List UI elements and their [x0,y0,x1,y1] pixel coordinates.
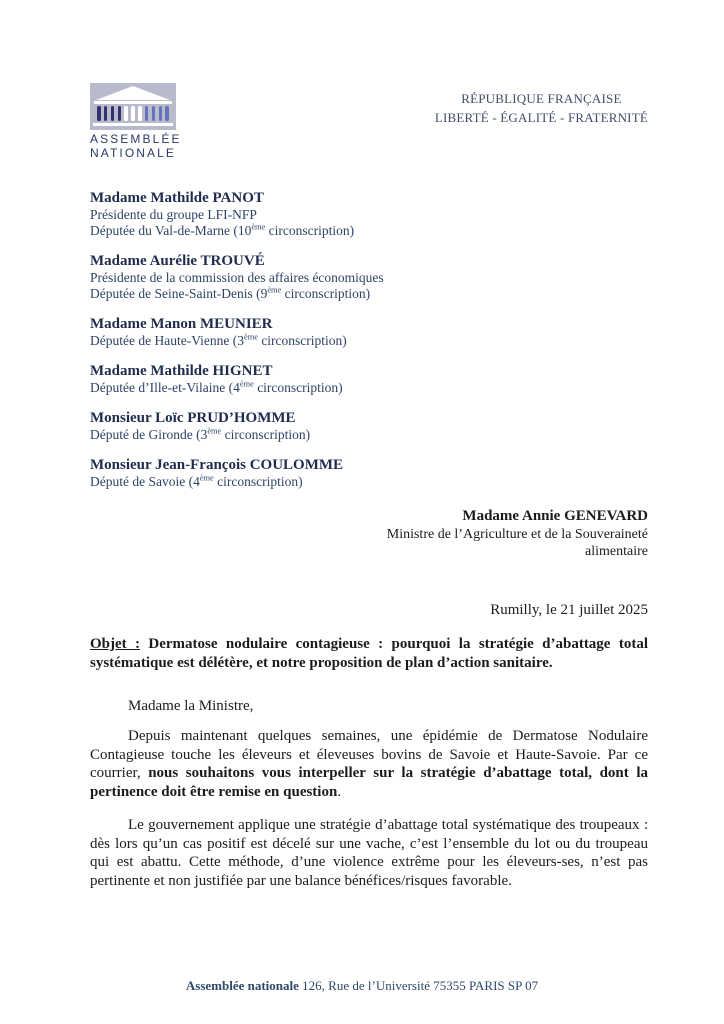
sender-name: Madame Mathilde PANOT [90,190,264,206]
sender-detail [90,207,648,223]
sender-name: Madame Manon MEUNIER [90,316,273,332]
sender-block [90,252,648,302]
text-run: Le gouvernement applique une stratégie d’abattage total systématique des troupeaux : dès lors qu’un cas positif est décelé sur une vache, c’est l’ensemble du lot ou du troupeau qui est abattu. Cette méthode, d’une violence extrême pour les éleveurs-ses, n’est pas pertinente et non justifiée par une balance bénéfices/risques favorable. [90,817,648,889]
text-run: Depuis maintenant quelques semaines, une épidémie de Dermatose Nodulaire Contagieuse touche les éleveurs et éleveuses bovins de Savoie et Haute-Savoie. Par ce courrier, [90,728,648,781]
column-blue [145,106,149,121]
text-run: Dermatose nodulaire contagieuse : pourquoi la stratégie d’abattage total systématique est délétère, et notre proposition de plan d’action sanitaire. [90,636,648,671]
text-run: circonscription) [281,286,371,301]
sender-detail [90,270,648,286]
sender-block [90,315,648,349]
column-navy [97,106,101,121]
page-footer [0,978,724,994]
sender-detail [90,223,648,239]
assemblee-nationale-logo [90,83,182,160]
logo-wordmark [90,133,182,160]
column-navy [104,106,108,121]
body-paragraph [90,816,648,890]
base-bar [93,123,173,126]
logo-emblem [90,83,176,130]
recipient-block [90,507,648,560]
text-run: Députée de Haute-Vienne (3 [90,333,244,348]
sender-block [90,456,648,490]
text-run: ème [239,379,254,389]
date-line: Rumilly, le 21 juillet 2025 [490,602,648,618]
text-run: 126, Rue de l’Université 75355 PARIS SP 07 [298,978,539,993]
salutation: Madame la Ministre, [128,698,254,714]
sender-detail [90,380,648,396]
text-run: Députée du Val-de-Marne (10 [90,223,252,238]
republic-motto [435,90,648,128]
text-run: ème [267,285,282,295]
motto-line1: RÉPUBLIQUE FRANÇAISE [461,91,622,106]
sender-detail [90,427,648,443]
sender-block [90,362,648,396]
body-paragraph [90,727,648,801]
logo-wordmark-line2: NATIONALE [90,145,177,160]
recipient-title-line2: alimentaire [585,544,648,559]
column-navy [118,106,122,121]
sender-detail [90,474,648,490]
sender-block [90,409,648,443]
text-run: ème [251,222,266,232]
body-paragraphs [90,727,648,890]
column-blue [165,106,169,121]
text-run: ème [207,426,222,436]
column-white [124,106,128,121]
text-run: circonscription) [253,380,343,395]
recipient-name: Madame Annie GENEVARD [462,508,648,524]
text-run: Député de Gironde (3 [90,427,208,442]
text-run: circonscription) [221,427,311,442]
architrave-bar [94,101,172,104]
subject-line [90,635,648,673]
senders-list [90,189,648,490]
text-run: Présidente du groupe LFI-NFP [90,207,257,222]
column-blue [152,106,156,121]
sender-block [90,189,648,239]
text-run: Députée d’Ille-et-Vilaine (4 [90,380,240,395]
text-run: circonscription) [213,474,303,489]
text-run: nous souhaitons vous interpeller sur la stratégie d’abattage total, dont la pertinence doit être remise en question [90,765,648,800]
text-run: Assemblée nationale [185,978,299,993]
sender-name: Monsieur Loïc PRUD’HOMME [90,410,296,426]
columns-icon [97,106,169,121]
pediment-icon [96,86,170,100]
text-run: Objet : [90,636,141,652]
column-blue [159,106,163,121]
sender-detail [90,333,648,349]
text-run: circonscription) [265,223,355,238]
sender-name: Madame Mathilde HIGNET [90,363,273,379]
column-white [131,106,135,121]
text-run: ème [199,473,214,483]
text-run: Député de Savoie (4 [90,474,200,489]
column-navy [111,106,115,121]
page-header [90,83,648,160]
text-run: circonscription) [257,333,347,348]
recipient-title-line1: Ministre de l’Agriculture et de la Souveraineté [386,527,648,542]
text-run: . [337,783,342,800]
column-white [138,106,142,121]
logo-wordmark-line1: ASSEMBLÉE [90,132,182,146]
sender-name: Madame Aurélie TROUVÉ [90,253,265,269]
sender-name: Monsieur Jean-François COULOMME [90,457,344,473]
motto-line2: LIBERTÉ - ÉGALITÉ - FRATERNITÉ [434,109,648,125]
sender-detail [90,286,648,302]
text-run: Députée de Seine-Saint-Denis (9 [90,286,268,301]
text-run: ème [244,332,258,342]
text-run: Présidente de la commission des affaires économiques [90,270,384,285]
